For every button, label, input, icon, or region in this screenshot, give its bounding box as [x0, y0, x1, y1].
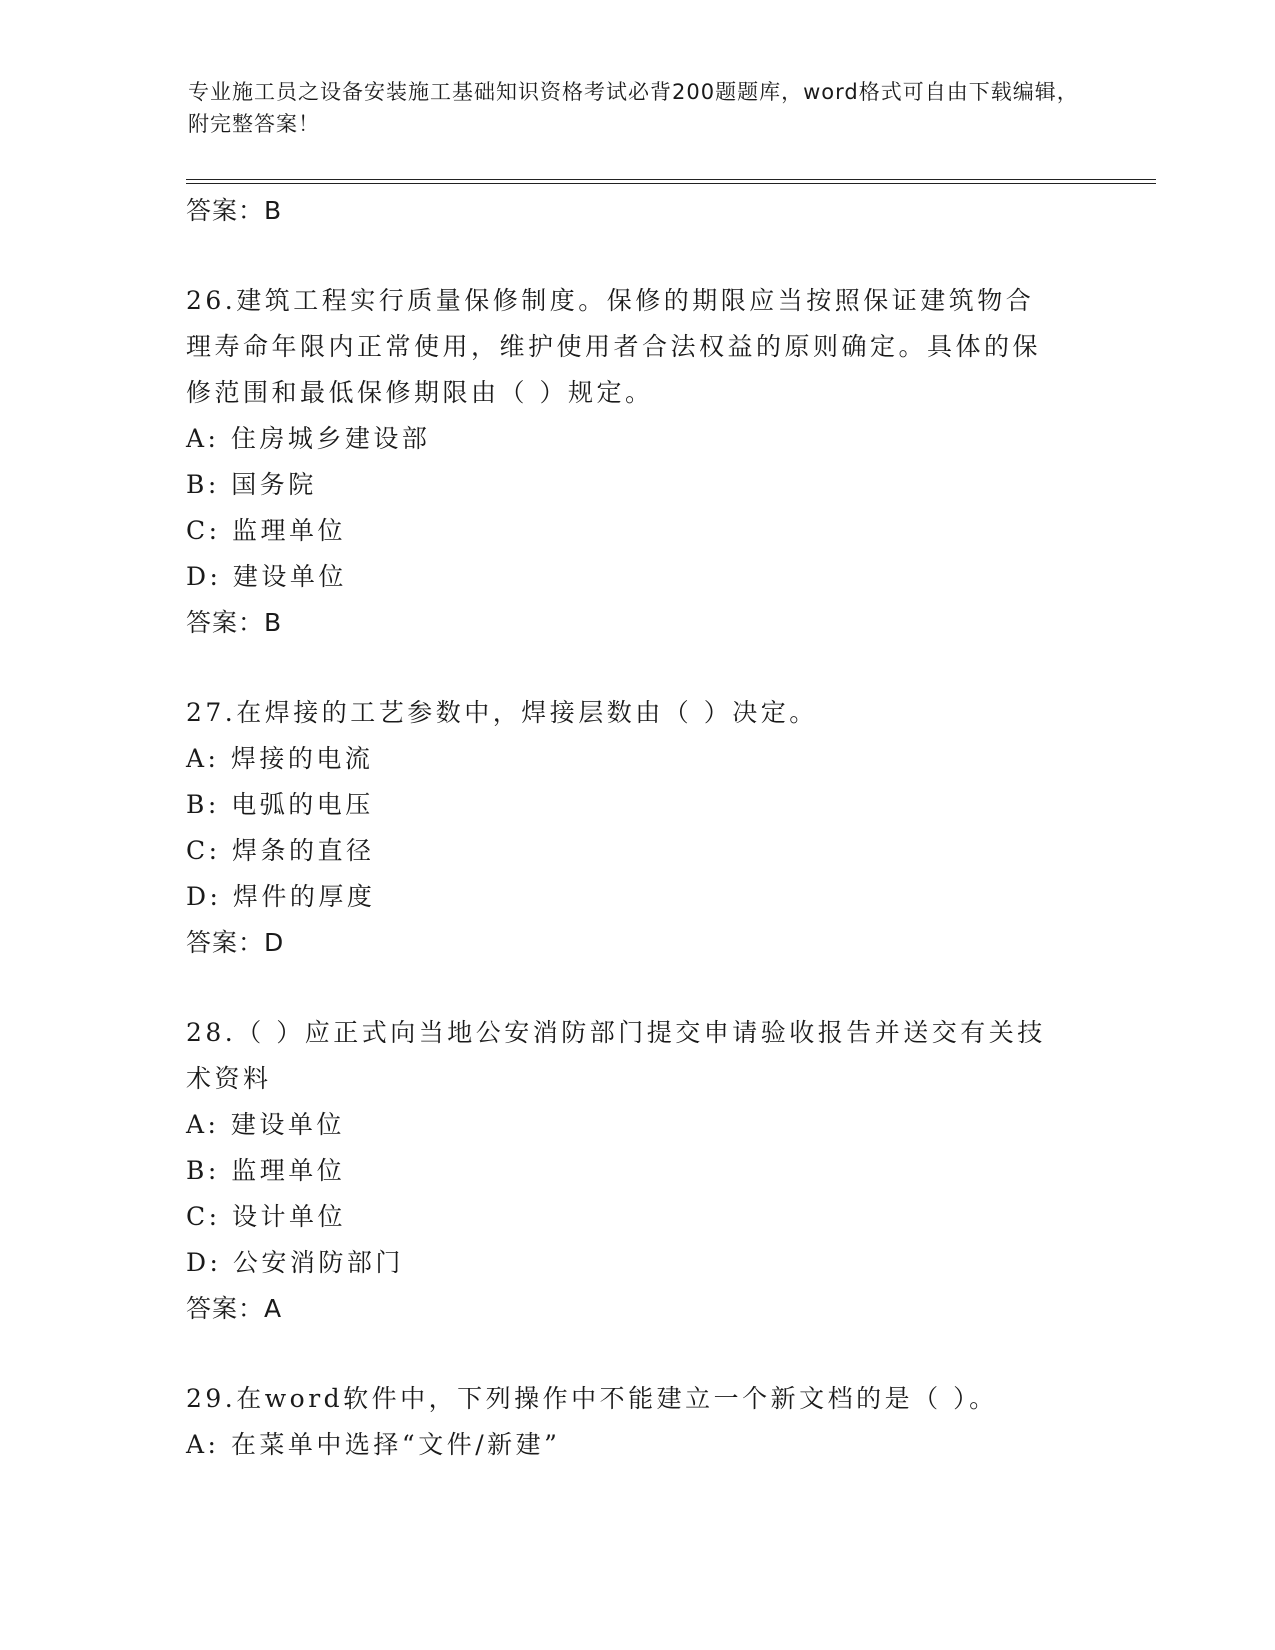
option-a: A: 焊接的电流: [186, 744, 374, 773]
header-divider-top: [186, 179, 1156, 180]
answer-line: 答案：D: [186, 928, 285, 957]
option-d: D: 焊件的厚度: [186, 882, 376, 911]
option-b: B: 国务院: [186, 470, 317, 499]
spacer: [186, 234, 1086, 278]
question-28: [186, 1010, 1086, 1332]
question-list: [186, 188, 1086, 1468]
option-a: A: 建设单位: [186, 1110, 345, 1139]
header-divider-bottom: [186, 183, 1156, 184]
document-header: 专业施工员之设备安装施工基础知识资格考试必背200题题库，word格式可自由下载编辑，附完整答案！: [188, 80, 1079, 136]
question-stem: 28.（ ）应正式向当地公安消防部门提交申请验收报告并送交有关技术资料: [186, 1018, 1046, 1093]
option-d: D: 建设单位: [186, 562, 347, 591]
option-a: A: 住房城乡建设部: [186, 424, 431, 453]
option-c: C: 监理单位: [186, 516, 346, 545]
spacer: [186, 966, 1086, 1010]
question-stem: 26.建筑工程实行质量保修制度。保修的期限应当按照保证建筑物合理寿命年限内正常使用，维护使用者合法权益的原则确定。具体的保修范围和最低保修期限由（ ）规定。: [186, 286, 1042, 407]
option-c: C: 焊条的直径: [186, 836, 375, 865]
question-stem: 29.在word软件中，下列操作中不能建立一个新文档的是（ ）。: [186, 1384, 998, 1413]
option-c: C: 设计单位: [186, 1202, 346, 1231]
option-b: B: 电弧的电压: [186, 790, 374, 819]
option-b: B: 监理单位: [186, 1156, 346, 1185]
answer-line: 答案：B: [186, 608, 283, 637]
question-29: [186, 1376, 1086, 1468]
question-26: [186, 278, 1086, 646]
answer-line: 答案：A: [186, 1294, 283, 1323]
option-d: D: 公安消防部门: [186, 1248, 404, 1277]
answer-line: 答案：B: [186, 196, 283, 225]
spacer: [186, 646, 1086, 690]
option-a: A: 在菜单中选择“文件/新建”: [186, 1430, 561, 1459]
question-27: [186, 690, 1086, 966]
spacer: [186, 1332, 1086, 1376]
question-stem: 27.在焊接的工艺参数中，焊接层数由（ ）决定。: [186, 698, 818, 727]
